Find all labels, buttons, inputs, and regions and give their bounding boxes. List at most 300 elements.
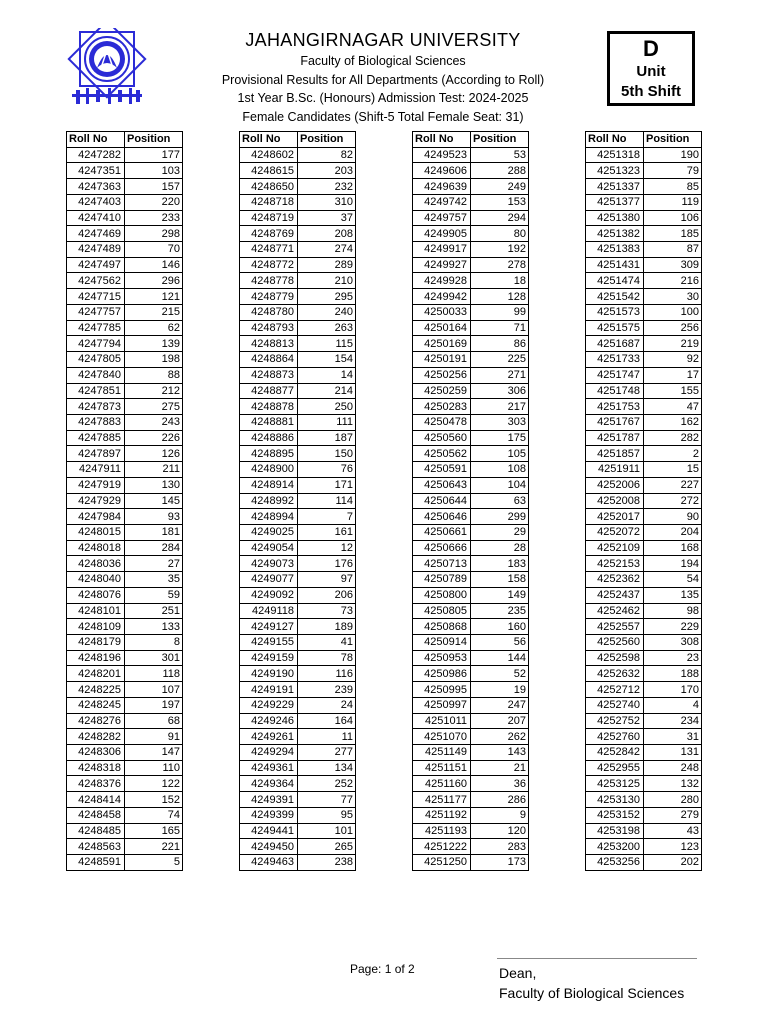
table-row [413, 792, 529, 808]
position-cell: 103 [125, 163, 183, 179]
position-cell: 12 [298, 540, 356, 556]
position-cell: 274 [298, 242, 356, 258]
table-row [413, 352, 529, 368]
position-cell: 111 [298, 414, 356, 430]
position-cell: 47 [644, 399, 702, 415]
roll-cell: 4247785 [67, 320, 125, 336]
table-row [240, 524, 356, 540]
position-cell: 282 [644, 430, 702, 446]
position-cell: 43 [644, 823, 702, 839]
roll-cell: 4249942 [413, 289, 471, 305]
position-cell: 152 [125, 792, 183, 808]
roll-cell: 4248780 [240, 304, 298, 320]
roll-cell: 4250646 [413, 509, 471, 525]
table-row [413, 666, 529, 682]
position-cell: 128 [471, 289, 529, 305]
position-cell: 303 [471, 414, 529, 430]
position-cell: 251 [125, 603, 183, 619]
roll-cell: 4251323 [586, 163, 644, 179]
position-cell: 29 [471, 524, 529, 540]
roll-cell: 4247840 [67, 367, 125, 383]
position-cell: 277 [298, 745, 356, 761]
candidates-line: Female Candidates (Shift-5 Total Female Seat: 31) [242, 109, 524, 124]
position-cell: 88 [125, 367, 183, 383]
roll-cell: 4251767 [586, 414, 644, 430]
table-row [413, 760, 529, 776]
roll-cell: 4248778 [240, 273, 298, 289]
position-cell: 212 [125, 383, 183, 399]
position-cell: 27 [125, 556, 183, 572]
table-row [413, 697, 529, 713]
table-row [67, 399, 183, 415]
roll-cell: 4248878 [240, 399, 298, 415]
roll-cell: 4252153 [586, 556, 644, 572]
table-row [586, 257, 702, 273]
table-row [240, 603, 356, 619]
roll-cell: 4250661 [413, 524, 471, 540]
roll-cell: 4248602 [240, 147, 298, 163]
table-row [240, 257, 356, 273]
roll-cell: 4248873 [240, 367, 298, 383]
position-cell: 238 [298, 855, 356, 871]
roll-cell: 4250164 [413, 320, 471, 336]
position-cell: 4 [644, 697, 702, 713]
table-row [413, 477, 529, 493]
table-row [586, 477, 702, 493]
position-cell: 217 [471, 399, 529, 415]
table-row [586, 493, 702, 509]
table-row [413, 414, 529, 430]
roll-cell: 4248276 [67, 713, 125, 729]
position-header: Position [125, 132, 183, 148]
table-row [586, 855, 702, 871]
table-row [67, 430, 183, 446]
roll-cell: 4248793 [240, 320, 298, 336]
roll-cell: 4251177 [413, 792, 471, 808]
unit-letter: D [643, 36, 659, 61]
roll-cell: 4250169 [413, 336, 471, 352]
position-cell: 181 [125, 524, 183, 540]
table-row [586, 509, 702, 525]
roll-cell: 4249742 [413, 194, 471, 210]
position-cell: 239 [298, 682, 356, 698]
table-row [413, 619, 529, 635]
table-row [413, 430, 529, 446]
table-row [413, 289, 529, 305]
results-table [585, 131, 702, 871]
position-cell: 101 [298, 823, 356, 839]
roll-cell: 4247805 [67, 352, 125, 368]
roll-cell: 4248769 [240, 226, 298, 242]
table-row [240, 697, 356, 713]
roll-cell: 4251431 [586, 257, 644, 273]
shift-label: 5th Shift [621, 83, 681, 100]
roll-cell: 4249399 [240, 807, 298, 823]
table-row [586, 760, 702, 776]
roll-cell: 4247911 [67, 462, 125, 478]
position-cell: 296 [125, 273, 183, 289]
roll-cell: 4247562 [67, 273, 125, 289]
unit-label: Unit [636, 63, 666, 80]
position-cell: 70 [125, 242, 183, 258]
roll-cell: 4248036 [67, 556, 125, 572]
roll-cell: 4252008 [586, 493, 644, 509]
roll-cell: 4251687 [586, 336, 644, 352]
position-cell: 214 [298, 383, 356, 399]
roll-cell: 4250914 [413, 635, 471, 651]
position-cell: 232 [298, 179, 356, 195]
table-row [413, 745, 529, 761]
table-row [240, 242, 356, 258]
roll-cell: 4253256 [586, 855, 644, 871]
table-row [67, 367, 183, 383]
position-cell: 288 [471, 163, 529, 179]
position-cell: 271 [471, 367, 529, 383]
signature-title: Dean, [499, 965, 537, 981]
table-row [67, 776, 183, 792]
table-row [67, 682, 183, 698]
document-header [200, 28, 566, 126]
position-cell: 150 [298, 446, 356, 462]
roll-cell: 4248458 [67, 807, 125, 823]
position-cell: 262 [471, 729, 529, 745]
table-row [586, 242, 702, 258]
table-row [586, 619, 702, 635]
table-row [67, 414, 183, 430]
roll-cell: 4247929 [67, 493, 125, 509]
position-cell: 92 [644, 352, 702, 368]
table-header-row [67, 132, 183, 148]
roll-cell: 4249092 [240, 587, 298, 603]
table-row [413, 273, 529, 289]
table-row [240, 807, 356, 823]
roll-header: Roll No [586, 132, 644, 148]
position-cell: 299 [471, 509, 529, 525]
table-row [586, 399, 702, 415]
table-row [240, 729, 356, 745]
position-cell: 203 [298, 163, 356, 179]
roll-cell: 4250713 [413, 556, 471, 572]
table-row [413, 242, 529, 258]
roll-cell: 4248886 [240, 430, 298, 446]
position-cell: 185 [644, 226, 702, 242]
table-row [586, 697, 702, 713]
table-row [67, 352, 183, 368]
position-cell: 189 [298, 619, 356, 635]
position-cell: 194 [644, 556, 702, 572]
position-cell: 120 [471, 823, 529, 839]
roll-cell: 4249441 [240, 823, 298, 839]
position-cell: 170 [644, 682, 702, 698]
position-cell: 206 [298, 587, 356, 603]
table-row [67, 242, 183, 258]
table-row [586, 414, 702, 430]
roll-cell: 4251070 [413, 729, 471, 745]
roll-cell: 4249905 [413, 226, 471, 242]
position-cell: 63 [471, 493, 529, 509]
position-cell: 80 [471, 226, 529, 242]
roll-cell: 4247984 [67, 509, 125, 525]
roll-cell: 4248485 [67, 823, 125, 839]
table-row [240, 462, 356, 478]
table-row [413, 147, 529, 163]
roll-cell: 4247919 [67, 477, 125, 493]
roll-cell: 4252072 [586, 524, 644, 540]
position-cell: 234 [644, 713, 702, 729]
position-cell: 99 [471, 304, 529, 320]
position-cell: 210 [298, 273, 356, 289]
roll-cell: 4250591 [413, 462, 471, 478]
position-cell: 134 [298, 760, 356, 776]
position-cell: 139 [125, 336, 183, 352]
roll-cell: 4250997 [413, 697, 471, 713]
table-row [67, 509, 183, 525]
roll-cell: 4248719 [240, 210, 298, 226]
table-row [413, 446, 529, 462]
position-cell: 30 [644, 289, 702, 305]
roll-cell: 4247469 [67, 226, 125, 242]
position-cell: 52 [471, 666, 529, 682]
table-row [413, 682, 529, 698]
position-cell: 90 [644, 509, 702, 525]
position-cell: 177 [125, 147, 183, 163]
position-cell: 198 [125, 352, 183, 368]
table-row [67, 179, 183, 195]
roll-cell: 4247851 [67, 383, 125, 399]
exam-title: 1st Year B.Sc. (Honours) Admission Test: 2024-2025 [237, 91, 529, 105]
roll-cell: 4252752 [586, 713, 644, 729]
position-cell: 176 [298, 556, 356, 572]
position-cell: 187 [298, 430, 356, 446]
roll-cell: 4248992 [240, 493, 298, 509]
roll-cell: 4248376 [67, 776, 125, 792]
position-cell: 183 [471, 556, 529, 572]
position-cell: 106 [644, 210, 702, 226]
roll-cell: 4249191 [240, 682, 298, 698]
position-cell: 71 [471, 320, 529, 336]
position-cell: 126 [125, 446, 183, 462]
position-cell: 37 [298, 210, 356, 226]
roll-cell: 4251151 [413, 760, 471, 776]
table-row [67, 603, 183, 619]
position-cell: 41 [298, 635, 356, 651]
position-cell: 114 [298, 493, 356, 509]
position-cell: 165 [125, 823, 183, 839]
roll-cell: 4249364 [240, 776, 298, 792]
table-row [586, 807, 702, 823]
position-cell: 147 [125, 745, 183, 761]
roll-cell: 4251193 [413, 823, 471, 839]
table-row [413, 226, 529, 242]
roll-cell: 4250283 [413, 399, 471, 415]
position-cell: 100 [644, 304, 702, 320]
table-row [413, 776, 529, 792]
table-row [67, 650, 183, 666]
table-row [67, 540, 183, 556]
roll-cell: 4249025 [240, 524, 298, 540]
table-row [413, 635, 529, 651]
table-row [240, 320, 356, 336]
table-row [586, 587, 702, 603]
position-cell: 133 [125, 619, 183, 635]
position-cell: 247 [471, 697, 529, 713]
roll-cell: 4249391 [240, 792, 298, 808]
position-cell: 154 [298, 352, 356, 368]
position-cell: 143 [471, 745, 529, 761]
table-row [586, 430, 702, 446]
table-row [240, 383, 356, 399]
table-row [240, 367, 356, 383]
table-row [586, 839, 702, 855]
table-row [413, 367, 529, 383]
table-row [67, 713, 183, 729]
position-cell: 164 [298, 713, 356, 729]
table-row [413, 509, 529, 525]
roll-cell: 4250800 [413, 587, 471, 603]
table-row [67, 619, 183, 635]
table-row [413, 729, 529, 745]
table-row [67, 792, 183, 808]
roll-cell: 4251250 [413, 855, 471, 871]
roll-cell: 4247897 [67, 446, 125, 462]
roll-cell: 4249127 [240, 619, 298, 635]
position-cell: 219 [644, 336, 702, 352]
position-cell: 14 [298, 367, 356, 383]
roll-cell: 4251733 [586, 352, 644, 368]
table-row [67, 226, 183, 242]
position-cell: 131 [644, 745, 702, 761]
table-row [240, 509, 356, 525]
roll-cell: 4250643 [413, 477, 471, 493]
roll-cell: 4248109 [67, 619, 125, 635]
table-row [240, 855, 356, 871]
roll-cell: 4251149 [413, 745, 471, 761]
roll-cell: 4249190 [240, 666, 298, 682]
position-cell: 7 [298, 509, 356, 525]
position-cell: 145 [125, 493, 183, 509]
roll-cell: 4253198 [586, 823, 644, 839]
results-title: Provisional Results for All Departments (According to Roll) [221, 72, 545, 87]
table-row [240, 682, 356, 698]
position-cell: 144 [471, 650, 529, 666]
table-row [413, 320, 529, 336]
table-row [240, 587, 356, 603]
roll-cell: 4248864 [240, 352, 298, 368]
table-row [586, 635, 702, 651]
position-cell: 243 [125, 414, 183, 430]
roll-cell: 4248813 [240, 336, 298, 352]
table-row [240, 792, 356, 808]
position-cell: 190 [644, 147, 702, 163]
table-row [240, 289, 356, 305]
position-cell: 256 [644, 320, 702, 336]
table-row [586, 367, 702, 383]
position-cell: 160 [471, 619, 529, 635]
table-row [413, 399, 529, 415]
roll-cell: 4250986 [413, 666, 471, 682]
roll-cell: 4252362 [586, 572, 644, 588]
table-header-row [586, 132, 702, 148]
position-cell: 98 [644, 603, 702, 619]
table-row [586, 289, 702, 305]
roll-cell: 4250953 [413, 650, 471, 666]
table-row [67, 210, 183, 226]
table-row [413, 304, 529, 320]
position-cell: 249 [471, 179, 529, 195]
position-cell: 59 [125, 587, 183, 603]
position-cell: 211 [125, 462, 183, 478]
roll-cell: 4249077 [240, 572, 298, 588]
table-row [586, 304, 702, 320]
roll-cell: 4247757 [67, 304, 125, 320]
roll-cell: 4247873 [67, 399, 125, 415]
position-cell: 235 [471, 603, 529, 619]
roll-cell: 4251383 [586, 242, 644, 258]
position-cell: 263 [298, 320, 356, 336]
table-row [586, 147, 702, 163]
position-cell: 306 [471, 383, 529, 399]
table-row [413, 650, 529, 666]
position-cell: 21 [471, 760, 529, 776]
table-row [240, 336, 356, 352]
table-row [586, 776, 702, 792]
table-row [240, 226, 356, 242]
position-cell: 35 [125, 572, 183, 588]
position-cell: 53 [471, 147, 529, 163]
position-cell: 108 [471, 462, 529, 478]
position-cell: 85 [644, 179, 702, 195]
table-row [586, 210, 702, 226]
roll-cell: 4252017 [586, 509, 644, 525]
table-row [240, 430, 356, 446]
table-row [67, 493, 183, 509]
results-column-3 [412, 131, 529, 871]
table-row [586, 383, 702, 399]
table-row [67, 839, 183, 855]
table-row [586, 336, 702, 352]
table-row [240, 776, 356, 792]
position-cell: 272 [644, 493, 702, 509]
roll-cell: 4251222 [413, 839, 471, 855]
position-cell: 153 [471, 194, 529, 210]
roll-cell: 4247883 [67, 414, 125, 430]
table-row [413, 524, 529, 540]
position-cell: 225 [471, 352, 529, 368]
position-cell: 283 [471, 839, 529, 855]
table-row [586, 179, 702, 195]
university-name: JAHANGIRNAGAR UNIVERSITY [245, 30, 521, 50]
position-cell: 192 [471, 242, 529, 258]
roll-cell: 4251160 [413, 776, 471, 792]
position-cell: 62 [125, 320, 183, 336]
position-cell: 171 [298, 477, 356, 493]
roll-cell: 4251575 [586, 320, 644, 336]
position-cell: 119 [644, 194, 702, 210]
position-cell: 115 [298, 336, 356, 352]
table-row [240, 399, 356, 415]
roll-cell: 4248225 [67, 682, 125, 698]
position-cell: 15 [644, 462, 702, 478]
table-row [67, 807, 183, 823]
position-cell: 95 [298, 807, 356, 823]
table-row [67, 147, 183, 163]
table-row [586, 226, 702, 242]
roll-cell: 4249606 [413, 163, 471, 179]
table-row [586, 540, 702, 556]
roll-cell: 4247363 [67, 179, 125, 195]
roll-cell: 4248282 [67, 729, 125, 745]
roll-cell: 4248306 [67, 745, 125, 761]
